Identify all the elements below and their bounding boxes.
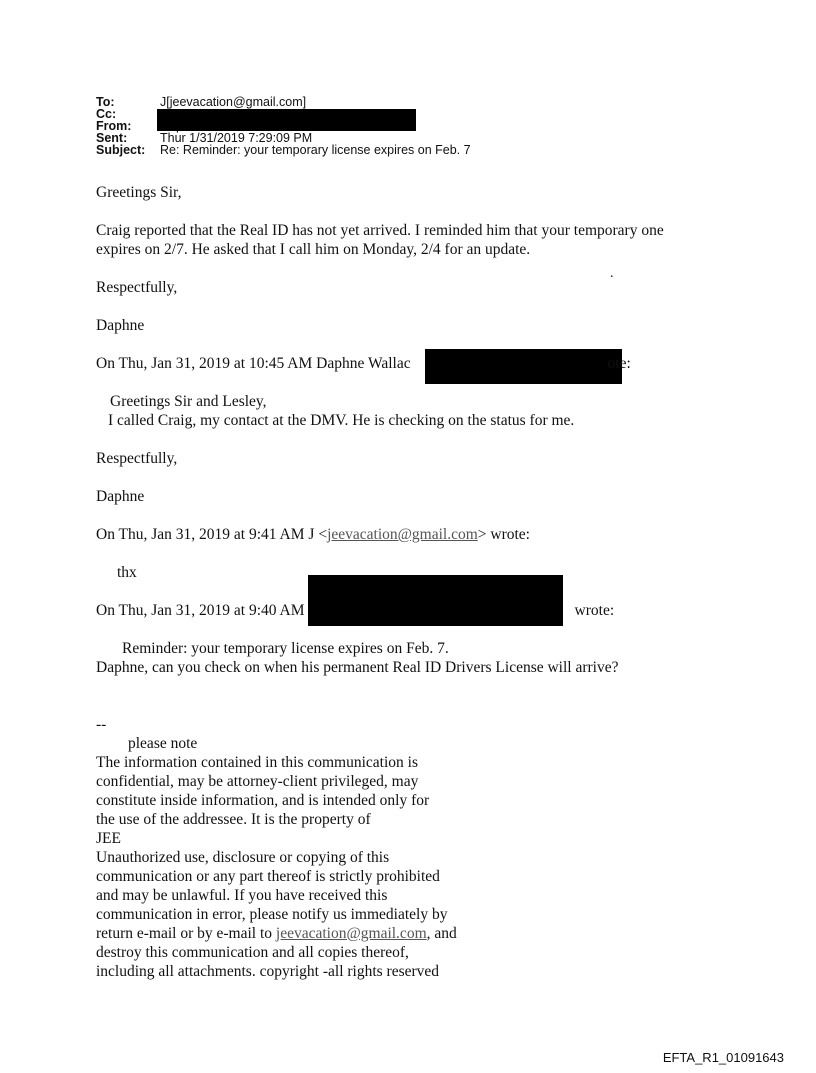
quote2-attribution-end: > wrote: bbox=[477, 526, 530, 543]
quote1-closing: Respectfully, bbox=[96, 450, 178, 467]
quote1-attribution-start: On Thu, Jan 31, 2019 at 10:45 AM Daphne Wallac bbox=[96, 355, 411, 372]
subject-value: Re: Reminder: your temporary license expires on Feb. 7 bbox=[160, 143, 471, 157]
quote2-email-link[interactable]: jeevacation@gmail.com bbox=[327, 526, 478, 543]
email-body bbox=[96, 183, 736, 981]
disclaimer-line: confidential, may be attorney-client privileged, may bbox=[96, 773, 419, 790]
subject-row bbox=[96, 144, 471, 156]
disclaimer-line: communication or any part thereof is strictly prohibited bbox=[96, 868, 440, 885]
quote2-body: thx bbox=[117, 564, 137, 581]
disclaimer bbox=[96, 753, 736, 981]
message-line-2: expires on 2/7. He asked that I call him on Monday, 2/4 for an update. bbox=[96, 241, 531, 258]
disclaimer-line: The information contained in this communication is bbox=[96, 754, 418, 771]
quote3-attribution-start: On Thu, Jan 31, 2019 at 9:40 AM bbox=[96, 602, 305, 619]
cc-label: Cc: bbox=[96, 107, 117, 121]
quote1-attribution-end: ote: bbox=[607, 355, 631, 372]
return-end: , and bbox=[426, 925, 457, 942]
greeting: Greetings Sir, bbox=[96, 184, 182, 201]
disclaimer-line: including all attachments. copyright -all rights reserved bbox=[96, 963, 440, 980]
quote1-attribution bbox=[96, 354, 736, 373]
quote3-line-2: Daphne, can you check on when his permanent Real ID Drivers License will arrive? bbox=[96, 659, 619, 676]
signature: Daphne bbox=[96, 317, 145, 334]
redaction-cc bbox=[157, 109, 416, 131]
document-id: EFTA_R1_01091643 bbox=[662, 1050, 784, 1065]
sent-label: Sent: bbox=[96, 131, 128, 145]
please-note: please note bbox=[128, 735, 198, 752]
stray-dot: . bbox=[610, 266, 614, 281]
quote2-attribution bbox=[96, 525, 736, 544]
disclaimer-line: and may be unlawful. If you have received this bbox=[96, 887, 388, 904]
quote1-line-1: Greetings Sir and Lesley, bbox=[110, 393, 267, 410]
sent-value: Thur 1/31/2019 7:29:09 PM bbox=[160, 131, 313, 145]
closing: Respectfully, bbox=[96, 279, 178, 296]
disclaimer-line: constitute inside information, and is intended only for bbox=[96, 792, 430, 809]
quote2-attribution-start: On Thu, Jan 31, 2019 at 9:41 AM J < bbox=[96, 526, 328, 543]
to-label: To: bbox=[96, 95, 115, 109]
message-line-1: Craig reported that the Real ID has not yet arrived. I reminded him that your temporary one bbox=[96, 222, 664, 239]
to-row bbox=[96, 96, 471, 108]
disclaimer-line: JEE bbox=[96, 830, 121, 847]
from-label: From: bbox=[96, 119, 132, 133]
quote3-attribution bbox=[96, 601, 736, 620]
disclaimer-line: Unauthorized use, disclosure or copying of this bbox=[96, 849, 390, 866]
subject-label: Subject: bbox=[96, 143, 146, 157]
disclaimer-line: communication in error, please notify us immediately by bbox=[96, 906, 448, 923]
quote3-attribution-end: wrote: bbox=[574, 602, 615, 619]
quote3-line-1: Reminder: your temporary license expires on Feb. 7. bbox=[122, 640, 449, 657]
disclaimer-line: destroy this communication and all copies thereof, bbox=[96, 944, 409, 961]
disclaimer-line: the use of the addressee. It is the property of bbox=[96, 811, 371, 828]
return-start: return e-mail or by e-mail to bbox=[96, 925, 276, 942]
quote1-line-2: I called Craig, my contact at the DMV. He is checking on the status for me. bbox=[108, 412, 575, 429]
signature-dashes: -- bbox=[96, 716, 107, 733]
to-value: J[jeevacation@gmail.com] bbox=[160, 95, 307, 109]
disclaimer-email-link[interactable]: jeevacation@gmail.com bbox=[275, 925, 427, 942]
quote1-signature: Daphne bbox=[96, 488, 145, 505]
disclaimer-return-line bbox=[96, 924, 736, 943]
